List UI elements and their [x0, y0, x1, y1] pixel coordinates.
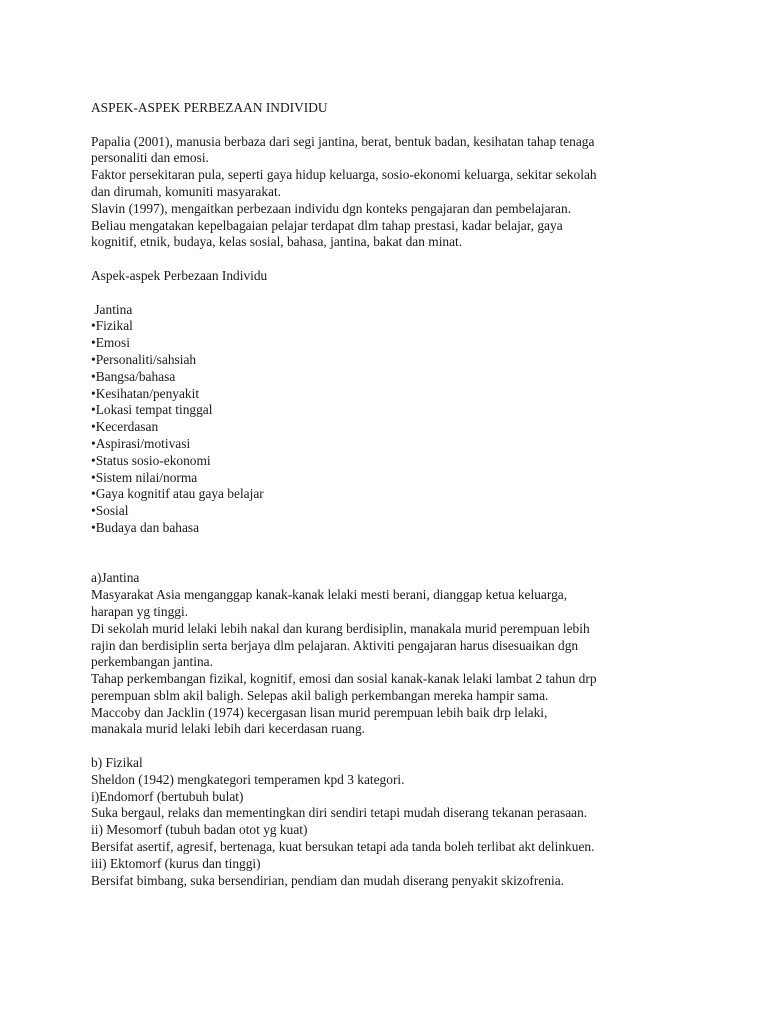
intro-line: Slavin (1997), mengaitkan perbezaan individu dgn konteks pengajaran dan pembelajaran. — [91, 200, 572, 216]
section-line: Suka bergaul, relaks dan mementingkan diri sendiri tetapi mudah diserang tekanan perasaan. — [91, 805, 588, 821]
spacer — [91, 738, 711, 755]
list-item: •Sosial — [91, 503, 129, 519]
section-line: Bersifat asertif, agresif, bertenaga, kuat bersukan tetapi ada tanda boleh terlibat akt delinkuen. — [91, 839, 595, 855]
section-line: Di sekolah murid lelaki lebih nakal dan kurang berdisiplin, manakala murid perempuan lebih — [91, 620, 590, 636]
list-item: •Aspirasi/motivasi — [91, 435, 191, 451]
section-line: rajin dan berdisiplin serta berjaya dlm pelajaran. Aktiviti pengajaran harus disesuaikan dgn — [91, 637, 579, 653]
intro-line: Beliau mengatakan kepelbagaian pelajar terdapat dlm tahap prestasi, kadar belajar, gaya — [91, 217, 563, 233]
spacer — [91, 537, 711, 571]
document-body — [91, 100, 711, 889]
section-line: harapan yg tinggi. — [91, 603, 189, 619]
list-item: •Fizikal — [91, 318, 133, 334]
list-item: •Lokasi tempat tinggal — [91, 402, 213, 418]
section-line: ii) Mesomorf (tubuh badan otot yg kuat) — [91, 822, 308, 838]
intro-line: dan dirumah, komuniti masyarakat. — [91, 183, 282, 199]
section-line: Sheldon (1942) mengkategori temperamen kpd 3 kategori. — [91, 771, 405, 787]
list-item: •Status sosio-ekonomi — [91, 452, 211, 468]
section-line: Tahap perkembangan fizikal, kognitif, emosi dan sosial kanak-kanak lelaki lambat 2 tahun drp — [91, 671, 597, 687]
intro-line: Faktor persekitaran pula, seperti gaya hidup keluarga, sosio-ekonomi keluarga, sekitar sekolah — [91, 167, 597, 183]
spacer — [91, 285, 711, 302]
section-jantina — [91, 570, 711, 738]
section-line: iii) Ektomorf (kurus dan tinggi) — [91, 855, 261, 871]
section-line: perempuan sblm akil baligh. Selepas akil baligh perkembangan mereka hampir sama. — [91, 687, 549, 703]
list-item: •Budaya dan bahasa — [91, 519, 200, 535]
spacer — [91, 117, 711, 134]
section-fizikal — [91, 755, 711, 889]
section-heading: a)Jantina — [91, 570, 140, 586]
list-item: •Personaliti/sahsiah — [91, 351, 197, 367]
spacer — [91, 251, 711, 268]
list-item: •Gaya kognitif atau gaya belajar — [91, 486, 264, 502]
section-line: Bersifat bimbang, suka bersendirian, pendiam dan mudah diserang penyakit skizofrenia. — [91, 872, 564, 888]
list-item: •Sistem nilai/norma — [91, 469, 198, 485]
section-line: Masyarakat Asia menganggap kanak-kanak lelaki mesti berani, dianggap ketua keluarga, — [91, 587, 568, 603]
section-line: perkembangan jantina. — [91, 654, 213, 670]
intro-line: kognitif, etnik, budaya, kelas sosial, bahasa, jantina, bakat dan minat. — [91, 234, 463, 250]
list-item: •Kecerdasan — [91, 419, 159, 435]
list-item: •Bangsa/bahasa — [91, 368, 176, 384]
list-item: Jantina — [91, 301, 133, 317]
intro-line: Papalia (2001), manusia berbaza dari segi jantina, berat, bentuk badan, kesihatan tahap tenaga — [91, 133, 595, 149]
list-item: •Emosi — [91, 335, 130, 351]
section-line: manakala murid lelaki lebih dari kecerdasan ruang. — [91, 721, 366, 737]
section-heading: b) Fizikal — [91, 755, 143, 771]
intro-line: personaliti dan emosi. — [91, 150, 209, 166]
aspect-list — [91, 302, 711, 537]
intro-paragraph — [91, 134, 711, 252]
list-heading: Aspek-aspek Perbezaan Individu — [91, 267, 268, 283]
list-item: •Kesihatan/penyakit — [91, 385, 200, 401]
document-title: ASPEK-ASPEK PERBEZAAN INDIVIDU — [91, 100, 328, 115]
section-line: i)Endomorf (bertubuh bulat) — [91, 788, 244, 804]
section-line: Maccoby dan Jacklin (1974) kecergasan lisan murid perempuan lebih baik drp lelaki, — [91, 704, 548, 720]
